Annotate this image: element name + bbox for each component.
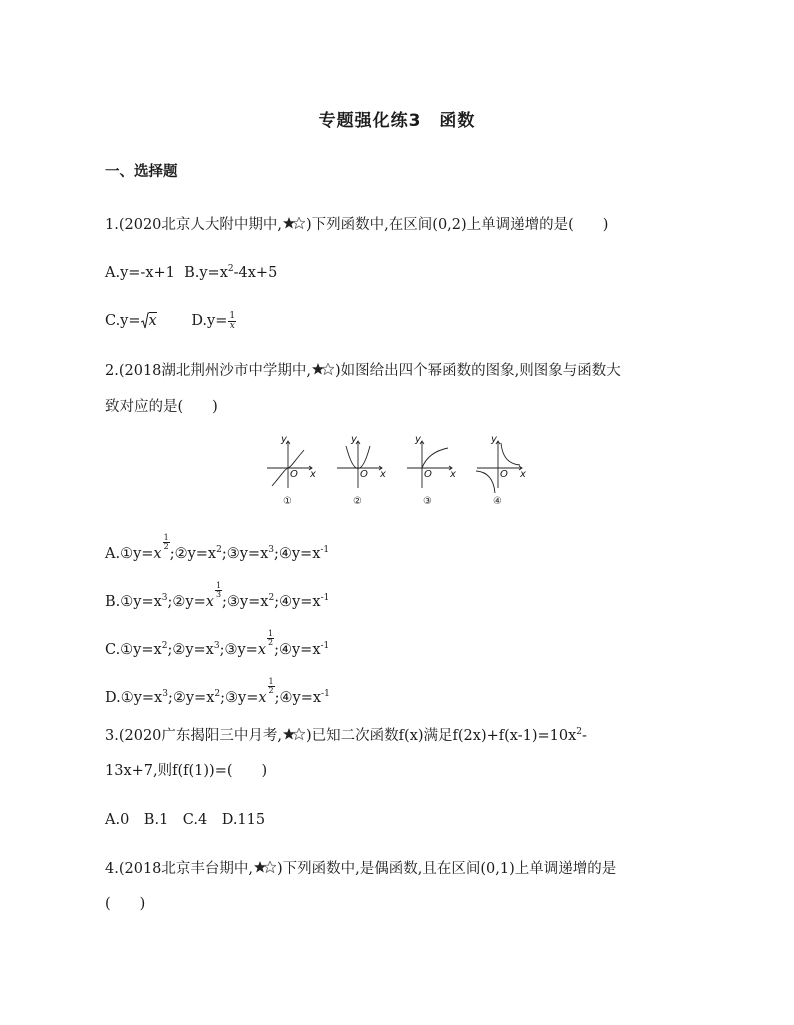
graph-label-4: ④ (493, 496, 502, 507)
q3-options: A.0 B.1 C.4 D.115 (105, 812, 266, 828)
q1-stem: 1.(2020北京人大附中期中, )下列函数中,在区间(0,2)上单调递增的是( ) (105, 217, 609, 233)
q2-option-c: $C.①y=x^2;②y=x^3;③y=x$ $\frac{1}{2}$ $;④y=x^{-1}$ (105, 629, 330, 658)
difficulty-star-icon (283, 726, 305, 746)
q1-options-ab: A.y=-x+1 $B.y=x^2-4x+5$ (105, 264, 278, 281)
q3-stem-line1: 3.(2020广东揭阳三中月考, )已知二次函数f(x)满足$f(2x)+f(x-1)=10x^2-$ (105, 727, 587, 744)
q2-stem-line1: 2.(2018湖北荆州沙市中学期中, )如图给出四个幂函数的图象,则图象与函数大 (105, 363, 621, 379)
page-title: 专题强化练3 函数 (318, 111, 476, 131)
section-heading: 一、选择题 (105, 164, 178, 180)
difficulty-star-icon (312, 361, 334, 381)
q1-options-cd: C.y= x D.y= $\frac{1}{x}$ (105, 310, 236, 331)
q2-option-d: $D.①y=x^3;②y=x^2;③y=x$ $\frac{1}{2}$ $;④y=x^{-1}$ (105, 677, 330, 706)
q2-stem-line2: 致对应的是( ) (105, 399, 218, 415)
graphs-svg (262, 436, 532, 498)
q2-option-a: A.①y=x $\frac{1}{2}$ $;②y=x^2;③y=x^3;④y=x^{-1}$ (105, 533, 330, 562)
difficulty-star-icon (283, 215, 305, 235)
difficulty-star-icon (254, 859, 276, 879)
q2-option-b: $B.①y=x^3;②y=x$ $\frac{1}{3}$ $;③y=x^2;④y=x^{-1}$ (105, 581, 330, 610)
graph-label-1: ① (283, 496, 292, 507)
power-function-graphs: y x O y x O y x O y x O ① ② ③ ④ (262, 436, 532, 511)
graph-label-2: ② (353, 496, 362, 507)
q4-stem-line2: ( ) (105, 896, 146, 912)
q4-stem-line1: 4.(2018北京丰台期中, )下列函数中,是偶函数,且在区间(0,1)上单调递增的是 (105, 861, 617, 877)
sqrt-symbol: x (141, 311, 157, 331)
fraction: $\frac{1}{x}$ (229, 310, 236, 331)
graph-label-3: ③ (423, 496, 432, 507)
q3-stem-line2: 13x+7,则f(f(1))=( ) (105, 763, 268, 779)
